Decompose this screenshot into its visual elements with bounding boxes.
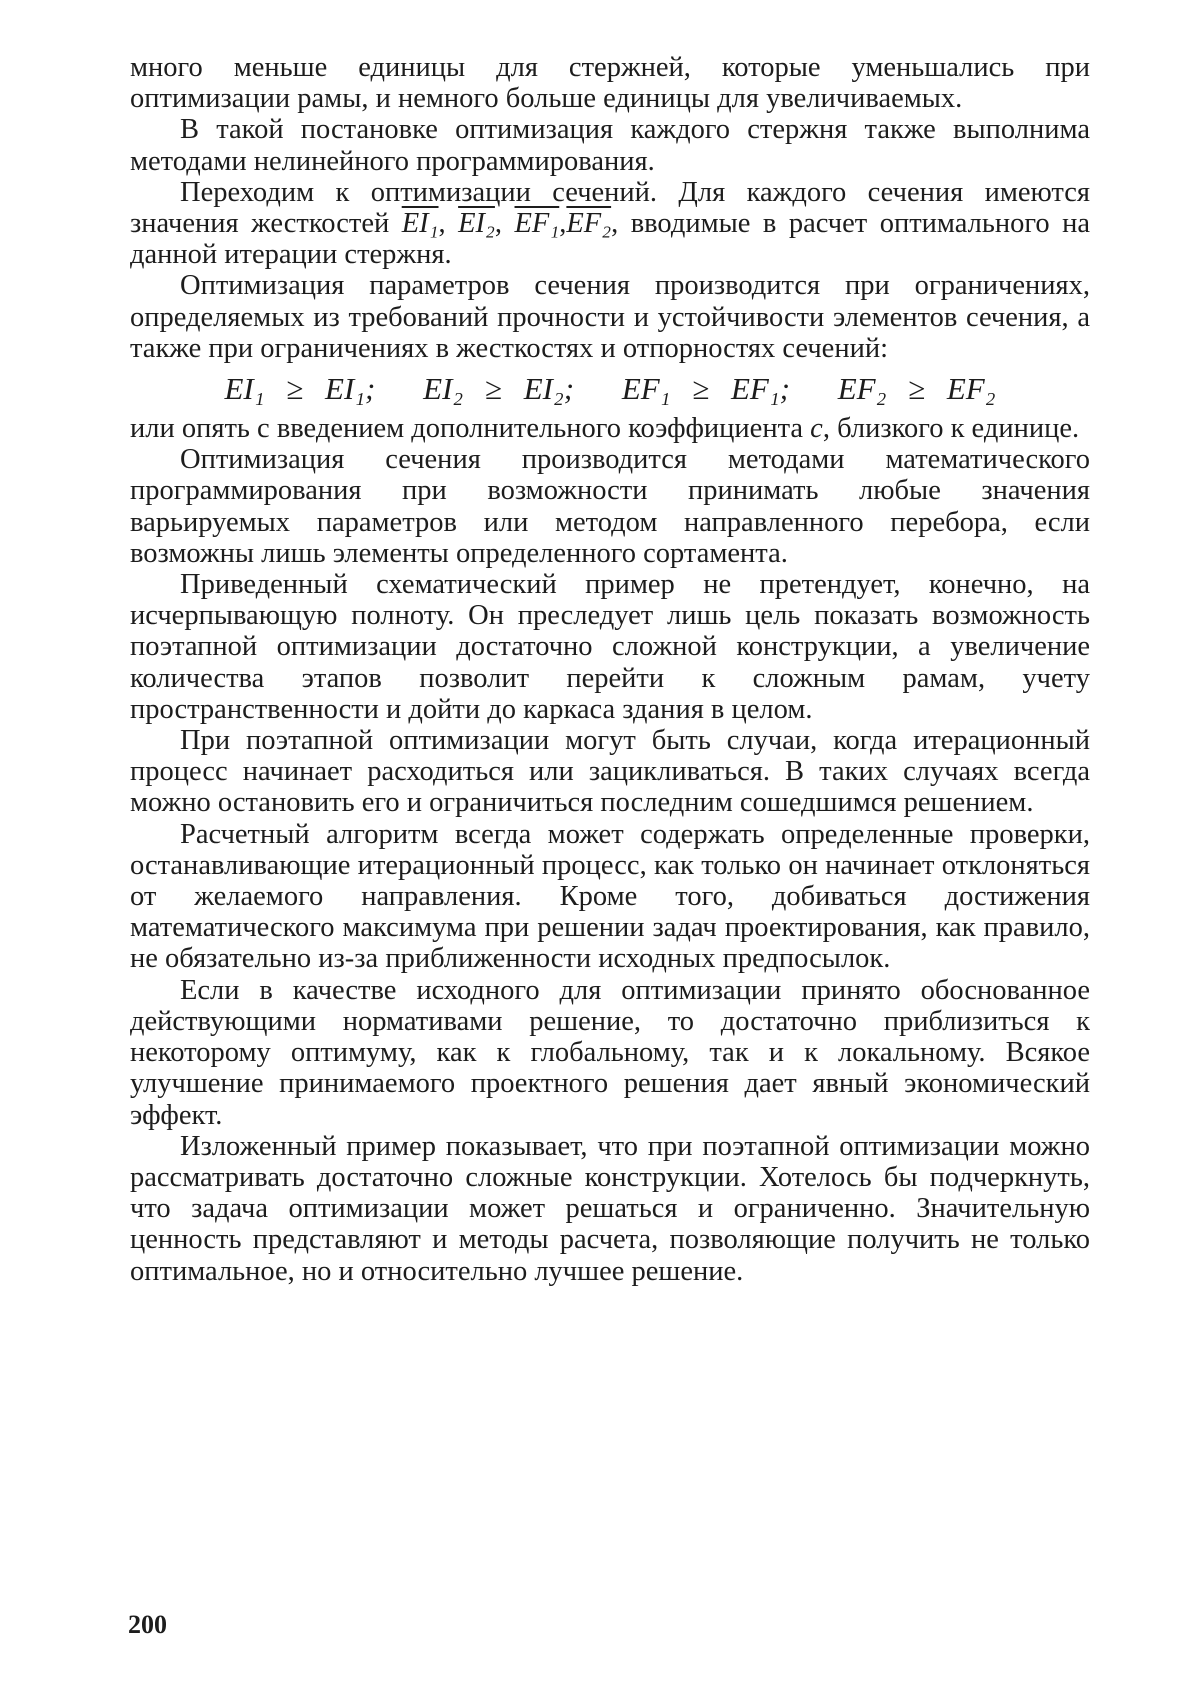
paragraph-3: Переходим к оптимизации сечений. Для каждого сечения имеются значения жесткостей EI₁, EI₂, EF₁,EF₂, вводимые в расчет оптимального на данной итерации стержня.	[130, 176, 1090, 271]
paragraph-8: При поэтапной оптимизации могут быть случаи, когда итерационный процесс начинает расходиться или зацикливаться. В таких случаях всегда можно остановить его и ограничиться последним сошедшимся решением.	[130, 725, 1090, 819]
paragraph-10: Если в качестве исходного для оптимизации принято обоснованное действующими нормативами решение, то достаточно приблизиться к некоторому оптимуму, как к глобальному, так и к локальному. Всякое улучшение принимаемого проектного решения дает явный экономический эффект.	[130, 974, 1090, 1131]
paragraph-3-text-a: Переходим к оптимизации сечений. Для каждого сечения имеются значения жесткостей	[130, 176, 1090, 240]
stiffness-term-ei2: EI₂	[458, 208, 495, 240]
paragraph-9: Расчетный алгоритм всегда может содержать определенные проверки, останавливающие итерационный процесс, как только он начинает отклоняться от желаемого направления. Кроме того, добиваться достижения математического максимума при решении задач проектирования, как правило, не обязательно из-за приближенности исходных предпосылок.	[130, 818, 1090, 975]
paragraph-11: Изложенный пример показывает, что при поэтапной оптимизации можно рассматривать достаточно сложные конструкции. Хотелось бы подчеркнуть, что задача оптимизации может решаться и ограниченно. Значительную ценность представляют и методы расчета, позволяющие получить не только оптимальное, но и относительно лучшее решение.	[130, 1130, 1090, 1287]
paragraph-1: много меньше единицы для стержней, которые уменьшались при оптимизации рамы, и немного больше единицы для увеличиваемых.	[130, 52, 1090, 115]
paragraph-6: Оптимизация сечения производится методами математического программирования при возможности принимать любые значения варьируемых параметров или методом направленного перебора, если возможны лишь элементы определенного сортамента.	[130, 444, 1090, 569]
paragraph-5	[130, 413, 1090, 444]
stiffness-term-ef1: EF₁	[514, 208, 560, 240]
page-number: 200	[128, 1610, 167, 1639]
formula-term-3: EF₁ ≥ EF₁;	[621, 371, 790, 407]
constraint-formula	[130, 366, 1090, 412]
paragraph-5-text-a: или опять с введением дополнительного коэффициента	[130, 413, 804, 445]
coefficient-c: c	[810, 413, 823, 445]
paragraph-7: Приведенный схематический пример не претендует, конечно, на исчерпывающую полноту. Он преследует лишь цель показать возможность поэтапной оптимизации достаточно сложной конструкции, а увеличение количества этапов позволит перейти к сложным рамам, учету пространственности и дойти до каркаса здания в целом.	[130, 569, 1090, 725]
stiffness-term-ei1: EI₁	[401, 208, 439, 240]
paragraph-2: В такой постановке оптимизация каждого стержня также выполнима методами нелинейного программирования.	[130, 114, 1090, 177]
page-body	[130, 52, 1090, 1287]
formula-term-1: EI₁ ≥ EI₁;	[224, 371, 376, 407]
formula-term-2: EI₂ ≥ EI₂;	[423, 371, 575, 407]
stiffness-term-ef2: EF₂	[566, 208, 612, 240]
paragraph-3-text-b: вводимые в расчет оптимального на данной итерации стержня.	[130, 208, 1090, 271]
paragraph-4: Оптимизация параметров сечения производится при ограничениях, определяемых из требований прочности и устойчивости элементов сечения, а также при ограничениях в жесткостях и отпорностях сечений:	[130, 270, 1090, 364]
formula-term-4: EF₂ ≥ EF₂	[837, 371, 996, 407]
paragraph-5-text-b: , близкого к единице.	[822, 413, 1080, 445]
